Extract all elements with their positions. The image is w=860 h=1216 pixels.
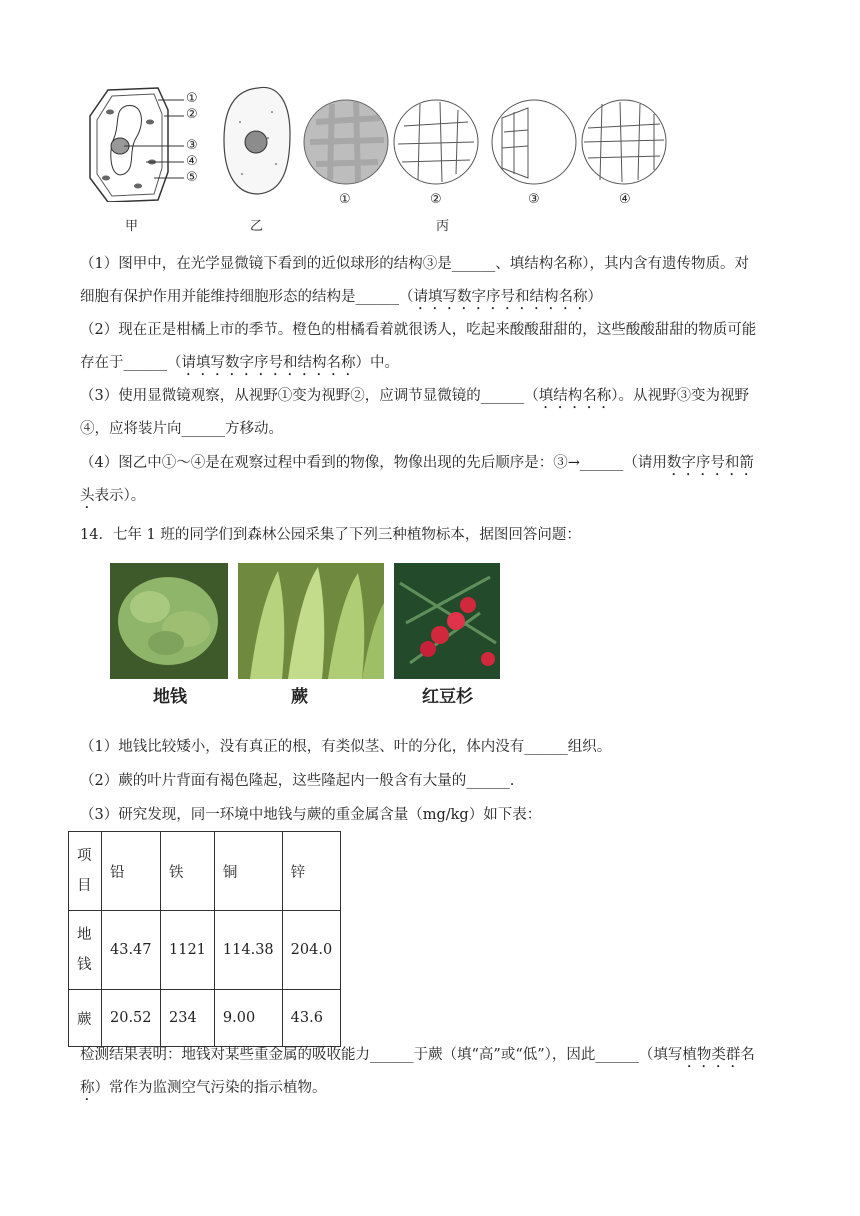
table-cell: 20.52: [102, 990, 161, 1047]
q14-intro: 14．七年 1 班的同学们到森林公园采集了下列三种植物标本，据图回答问题：: [80, 527, 581, 543]
q13-part1-line2: 细胞有保护作用并能维持细胞形态的结构是______（请填写数字序号和结构名称）: [80, 289, 602, 305]
heavy-metal-table: [68, 831, 341, 1047]
fern-photo: [238, 563, 384, 679]
q13-part1: [80, 248, 780, 314]
plant-cell-diagram: [90, 88, 184, 202]
table-header-row: [69, 832, 341, 911]
q13-part1-line1: （1）图甲中，在光学显微镜下看到的近似球形的结构③是______、填结构名称），其内含有遗传物质。对: [80, 256, 749, 272]
table-header-cell: 锌: [282, 832, 341, 911]
table-row-name: 蕨: [69, 990, 102, 1047]
liverwort-photo: [110, 563, 228, 679]
photo-label-fern: 蕨: [291, 687, 308, 707]
table-cell: 43.6: [282, 990, 341, 1047]
q14-conclusion-line1: 检测结果表明：地钱对某些重金属的吸收能力______于蕨（填“高”或“低”），因此______（填写植物类群名: [80, 1047, 755, 1063]
cell-figure: [80, 82, 680, 202]
table-row: [69, 990, 341, 1047]
table-cell: 43.47: [102, 911, 161, 990]
q14-part3: （3）研究发现，同一环境中地钱与蕨的重金属含量（mg/kg）如下表：: [80, 807, 542, 823]
microscope-view-2: [394, 100, 478, 184]
label-bing-1: ①: [339, 192, 351, 207]
label-jia-3: ③: [186, 138, 198, 153]
table-header-cell: 铅: [102, 832, 161, 911]
table-cell: 204.0: [282, 911, 341, 990]
label-jia-1: ①: [186, 91, 198, 106]
photo-label-yew: 红豆杉: [422, 687, 473, 707]
table-cell: 9.00: [214, 990, 282, 1047]
q13-part4-line1: （4）图乙中①～④是在观察过程中看到的物像，物像出现的先后顺序是：③→______（请用数字序号和箭: [80, 455, 754, 471]
q13-part4-line2: 头表示）。: [80, 488, 146, 504]
label-bing-3: ③: [528, 192, 540, 207]
q14-conclusion: [80, 1039, 780, 1105]
table-header-cell: 铁: [161, 832, 215, 911]
label-bing-4: ④: [619, 192, 631, 207]
q14-conclusion-line2: 称）常作为监测空气污染的指示植物。: [80, 1080, 327, 1096]
table-header-cell: 项 目: [69, 832, 102, 911]
plant-photos: [110, 563, 502, 681]
table-cell: 114.38: [214, 911, 282, 990]
q13-part2-line1: （2）现在正是柑橘上市的季节。橙色的柑橘看着就很诱人，吃起来酸酸甜甜的，这些酸酸甜甜的物质可能: [80, 322, 757, 338]
caption-bing: 丙: [436, 219, 450, 234]
table-row-name: 地 钱: [69, 911, 102, 990]
q13-part3: [80, 380, 780, 446]
label-jia-5: ⑤: [186, 170, 198, 185]
q13-part3-line1: （3）使用显微镜观察，从视野①变为视野②，应调节显微镜的______（填结构名称）。从视野③变为视野: [80, 388, 749, 404]
q14-part1: （1）地钱比较矮小，没有真正的根，有类似茎、叶的分化，体内没有______组织。: [80, 739, 612, 755]
q13-part3-line2: ④，应将装片向______方移动。: [80, 421, 283, 437]
microscope-view-3: [492, 100, 576, 184]
table-cell: 234: [161, 990, 215, 1047]
q13-part2: [80, 314, 780, 380]
animal-cell-diagram: [224, 87, 290, 194]
photo-label-liverwort: 地钱: [153, 687, 187, 707]
q13-part2-line2: 存在于______（请填写数字序号和结构名称）中。: [80, 355, 399, 371]
table-row: [69, 911, 341, 990]
table-header-cell: 铜: [214, 832, 282, 911]
label-bing-2: ②: [430, 192, 442, 207]
q13-part4: [80, 447, 780, 513]
caption-jia: 甲: [125, 219, 139, 234]
microscope-view-4: [582, 100, 666, 184]
table-cell: 1121: [161, 911, 215, 990]
label-jia-2: ②: [186, 107, 198, 122]
microscope-view-1: [304, 100, 388, 184]
q14-part2: （2）蕨的叶片背面有褐色隆起，这些隆起内一般含有大量的______.: [80, 773, 515, 789]
label-jia-4: ④: [186, 154, 198, 169]
caption-yi: 乙: [250, 219, 264, 234]
yew-photo: [394, 563, 500, 679]
